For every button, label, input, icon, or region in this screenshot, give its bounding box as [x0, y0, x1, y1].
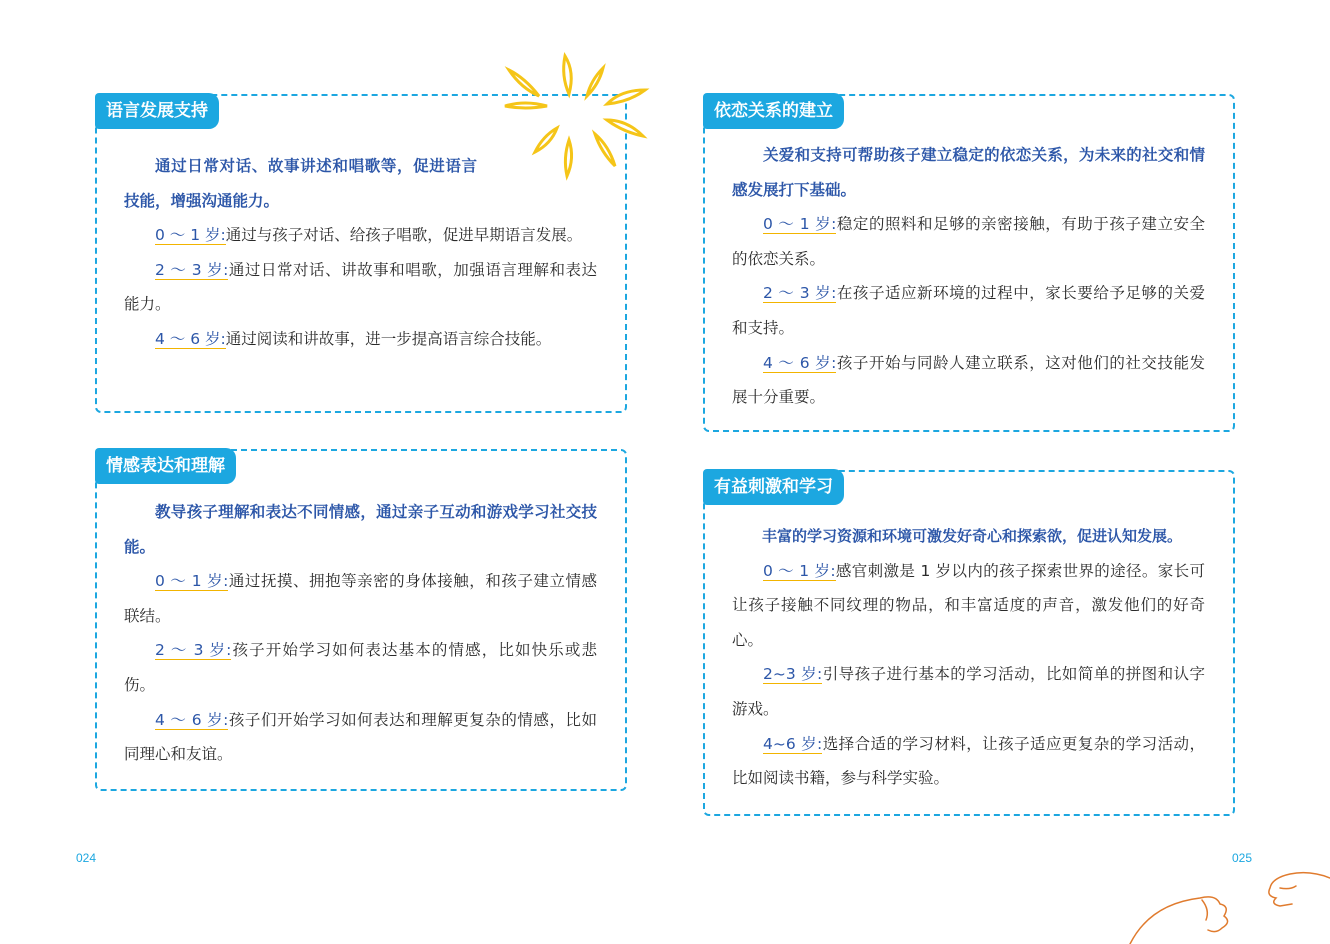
- age-text: 选择合适的学习材料，让孩子适应更复杂的学习活动，比如阅读书籍，参与科学实验。: [732, 734, 1205, 788]
- age-text: 感官刺激是 1 岁以内的孩子探索世界的途径。家长可让孩子接触不同纹理的物品，和丰富适度的声音，激发他们的好奇心。: [732, 561, 1205, 649]
- age-text: 通过阅读和讲故事，进一步提高语言综合技能。: [225, 329, 552, 348]
- card-stimulation: [703, 470, 1235, 816]
- age-text: 孩子开始学习如何表达基本的情感，比如快乐或悲伤。: [124, 641, 597, 694]
- age-item: [124, 253, 597, 322]
- card-intro: 通过日常对话、故事讲述和唱歌等，促进语言技能，增强沟通能力。: [124, 157, 477, 210]
- age-label: 4 ～ 6 岁:: [155, 710, 229, 729]
- age-text: 孩子们开始学习如何表达和理解更复杂的情感，比如同理心和友谊。: [124, 710, 597, 764]
- age-label: 2 ～ 3 岁:: [155, 641, 232, 660]
- age-label: 2~3 岁:: [763, 665, 823, 684]
- card-intro: 教导孩子理解和表达不同情感，通过亲子互动和游戏学习社交技能。: [124, 503, 597, 556]
- card-intro: 丰富的学习资源和环境可激发好奇心和探索欲，促进认知发展。: [762, 527, 1183, 545]
- page-number-left: 024: [76, 851, 97, 865]
- age-item: [732, 207, 1205, 276]
- page-number-right: 025: [1232, 851, 1253, 865]
- age-item: [124, 633, 597, 702]
- age-text: 通过与孩子对话、给孩子唱歌，促进早期语言发展。: [225, 226, 583, 245]
- age-label: 2 ～ 3 岁:: [763, 284, 837, 303]
- age-item: [124, 703, 597, 772]
- card-title: 有益刺激和学习: [703, 469, 844, 505]
- age-item: [732, 554, 1205, 658]
- age-label: 0 ～ 1 岁:: [155, 226, 226, 245]
- age-item: [124, 564, 597, 633]
- age-label: 0 ～ 1 岁:: [763, 561, 836, 580]
- age-label: 4 ～ 6 岁:: [763, 353, 837, 372]
- age-item: [732, 276, 1205, 345]
- card-body: [124, 495, 597, 772]
- age-label: 4~6 岁:: [763, 734, 823, 753]
- sun-doodle-icon: [495, 48, 655, 188]
- card-emotion: [95, 449, 627, 791]
- card-title: 依恋关系的建立: [703, 93, 844, 129]
- age-label: 0 ～ 1 岁:: [155, 572, 229, 591]
- age-text: 通过日常对话、讲故事和唱歌，加强语言理解和表达能力。: [124, 260, 597, 314]
- age-label: 0 ～ 1 岁:: [763, 215, 837, 234]
- age-text: 在孩子适应新环境的过程中，家长要给予足够的关爱和支持。: [732, 284, 1205, 337]
- age-item: [124, 218, 597, 253]
- age-label: 2 ～ 3 岁:: [155, 260, 229, 279]
- age-text: 引导孩子进行基本的学习活动，比如简单的拼图和认字游戏。: [732, 665, 1205, 718]
- age-item: [732, 657, 1205, 726]
- card-title: 语言发展支持: [95, 93, 219, 129]
- hand-doodle-icon: [1120, 864, 1330, 944]
- card-body: [732, 138, 1205, 415]
- age-label: 4 ～ 6 岁:: [155, 329, 226, 348]
- card-intro: 关爱和支持可帮助孩子建立稳定的依恋关系，为未来的社交和情感发展打下基础。: [732, 146, 1205, 199]
- card-body: [732, 519, 1205, 796]
- age-text: 通过抚摸、拥抱等亲密的身体接触，和孩子建立情感联结。: [124, 572, 597, 625]
- age-item: [124, 322, 597, 357]
- age-text: 孩子开始与同龄人建立联系，这对他们的社交技能发展十分重要。: [732, 353, 1205, 407]
- age-item: [732, 346, 1205, 415]
- card-attachment: [703, 94, 1235, 432]
- age-item: [732, 727, 1205, 796]
- card-title: 情感表达和理解: [95, 448, 236, 484]
- age-text: 稳定的照料和足够的亲密接触，有助于孩子建立安全的依恋关系。: [732, 215, 1205, 268]
